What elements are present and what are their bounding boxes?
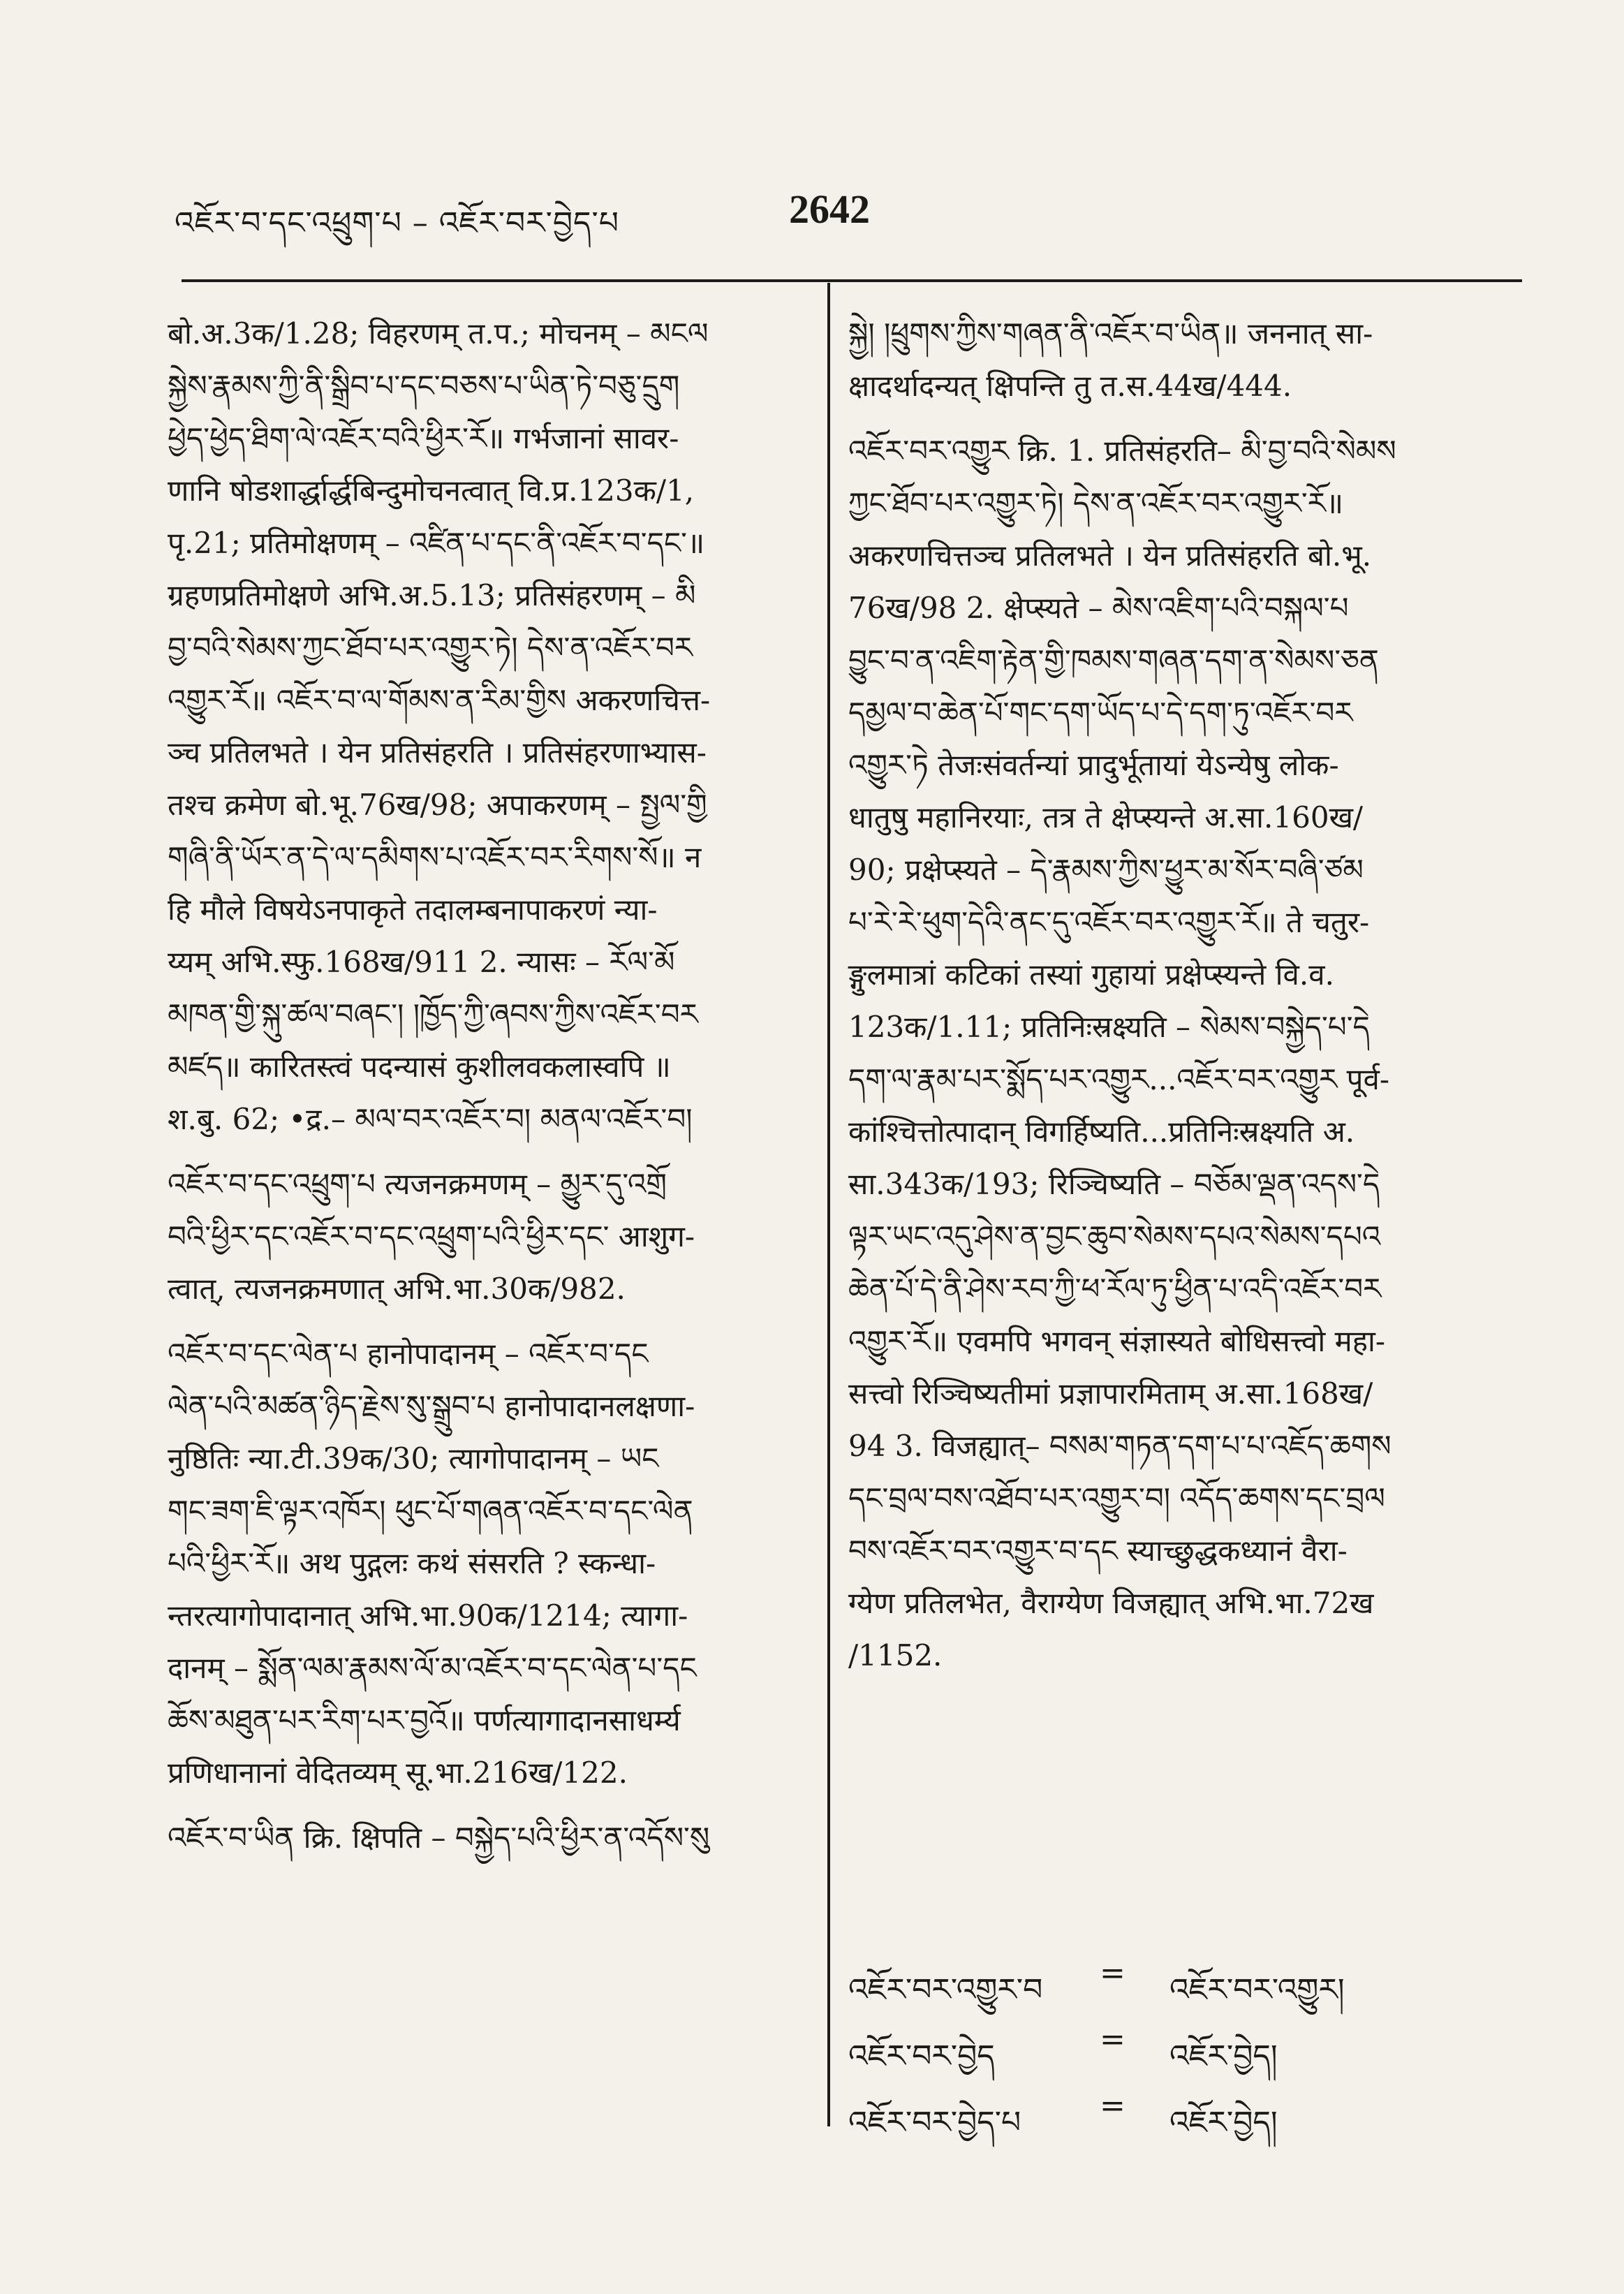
text-line: कांश्चित्तोत्पादान् विगर्हिष्यति...प्रतिनिःस्रक्ष्यति अ. [848, 1115, 1355, 1149]
text-line: མཁན་གྱི་སྐུ་ཚལ་བཞང་། །ཁྱོད་ཀྱི་ཞབས་ཀྱིས་འཇོར་བར [168, 997, 698, 1031]
text-line: འགྱུར་ཏེ तेजःसंवर्तन्यां प्रादुर्भूतायां येऽन्येषु लोक- [848, 748, 1339, 782]
left-column [168, 307, 810, 1864]
equivalence-target: འཇོར་བྱེད། [1169, 2105, 1278, 2140]
text-line: 90; प्रक्षेप्स्यते – དེ་རྣམས་ཀྱིས་ཕྱུར་མ་སོར་བཞི་ཙམ [848, 853, 1364, 887]
text-line: ञ्च प्रतिलभते । येन प्रतिसंहरति । प्रतिसंहरणाभ्यास- [168, 735, 707, 770]
text-line: य्यम् अभि.स्फु.168ख/911 2. न्यासः – རོལ་མོ [168, 945, 675, 979]
text-line: 123क/1.11; प्रतिनिःस्रक्ष्यति – སེམས་བསྐྱེད་པ་དེ [848, 1010, 1370, 1044]
text-line: श.बु. 62; •द्र.– མལ་བར་འཇོར་བ། མནལ་འཇོར་བ། [168, 1102, 693, 1136]
text-line: འཇོར་བ་དང་ལེན་པ हानोपादानम् – འཇོར་བ་དང [168, 1337, 649, 1371]
right-column [848, 307, 1505, 1682]
text-line: འཇོར་བར་འགྱུར क्रि. 1. प्रतिसंहरति– མི་བྱ་བའི་སེམས [848, 434, 1396, 468]
equivalence-term: འཇོར་བར་བྱེད [848, 2038, 995, 2074]
text-line: णानि षोडशार्द्धार्द्धबिन्दुमोचनत्वात् वि.प्र.123क/1, [168, 473, 695, 508]
text-line: /1152. [848, 1638, 943, 1672]
text-line: ग्येण प्रतिलभेत, वैराग्येण विजह्यात् अभि.भा.72ख [848, 1586, 1374, 1620]
text-line: དག་ལ་རྣམ་པར་སྨོད་པར་འགྱུར...འཇོར་བར་འགྱུར पूर्व- [848, 1062, 1390, 1096]
equivalence-row [848, 2022, 1505, 2088]
text-line: 94 3. विजह्यात्– བསམ་གཏན་དག་པ་པ་འཇོད་ཆགས [848, 1429, 1392, 1463]
text-line: པ་རེ་རེ་ཕུག་དེའི་ནང་དུ་འཇོར་བར་འགྱུར་རོ॥ ते चतुर- [848, 905, 1370, 939]
text-line: ཆེན་པོ་དེ་ནི་ཤེས་རབ་ཀྱི་ཕ་རོལ་ཏུ་ཕྱིན་པ་འདི་འཇོར་བར [848, 1272, 1382, 1306]
text-line: ཀྱང་ཐོབ་པར་འགྱུར་ཏེ། དེས་ན་འཇོར་བར་འགྱུར་རོ॥ [848, 486, 1344, 520]
text-line: ཆོས་མཐུན་པར་རིག་པར་བྱའོ॥ पर्णत्यागादानसाधर्म्य [168, 1703, 681, 1737]
equivalence-term: འཇོར་བར་འགྱུར་བ [848, 1972, 1043, 2008]
header-rule [182, 279, 1522, 282]
equals-sign: = [1100, 2022, 1125, 2057]
text-line: नुष्ठितिः न्या.टी.39क/30; त्यागोपादानम् – ཡང [168, 1441, 659, 1476]
text-line: 76ख/98 2. क्षेप्स्यते – མེས་འཇིག་པའི་བསྐལ་པ [848, 591, 1349, 625]
equals-sign: = [1100, 2088, 1125, 2124]
page-number: 2642 [789, 186, 870, 232]
text-line: अकरणचित्तञ्च प्रतिलभते । येन प्रतिसंहरति बो.भू. [848, 538, 1372, 573]
text-line: གཞི་ནི་ཡོར་ན་དེ་ལ་དམིགས་པ་འཇོར་བར་རིགས་སོ॥ न [168, 840, 702, 874]
text-line: བྱུང་བ་ན་འཇིག་རྟེན་གྱི་ཁམས་གཞན་དག་ན་སེམས་ཅན [848, 643, 1379, 677]
text-line: त्वात्, त्यजनक्रमणात् अभि.भा.30क/982. [168, 1272, 626, 1306]
text-line: བའི་ཕྱིར་དང་འཇོར་བ་དང་འཕྲུག་པའི་ཕྱིར་དང་ आशुग- [168, 1219, 695, 1253]
text-line: པའི་ཕྱིར་རོ॥ अथ पुद्गलः कथं संसरति ? स्कन्धा- [168, 1546, 656, 1580]
page-header [175, 186, 1152, 244]
text-line: འགྱུར་རོ॥ एवमपि भगवन् संज्ञास्यते बोधिसत्त्वो महा- [848, 1324, 1386, 1358]
entry-gap [168, 1315, 810, 1328]
text-line: हि मौले विषयेऽनपाकृते तदालम्बनापाकरणं न्या- [168, 892, 658, 927]
header-entry-range: འཇོར་བ་དང་འཕྲུག་པ – འཇོར་བར་བྱེད་པ [175, 205, 619, 241]
text-line: སྐྱེ། །ཕྲུགས་ཀྱིས་གཞན་ནི་འཇོར་བ་ཡིན॥ जननात् सा- [848, 316, 1373, 351]
equivalence-row [848, 1955, 1505, 2022]
text-line: दानम् – སྨོན་ལམ་རྣམས་ལོ་མ་འཇོར་བ་དང་ལེན་པ་དང [168, 1651, 697, 1685]
text-line: ལེན་པའི་མཚན་ཉིད་རྗེས་སུ་སྒྲུབ་པ हानोपादानलक्षणा- [168, 1389, 695, 1423]
text-line: न्तरत्यागोपादानात् अभि.भा.90क/1214; त्यागा- [168, 1598, 688, 1633]
text-line: འཇོར་བ་དང་འཕྲུག་པ त्यजनक्रमणम् – མྱུར་དུ་འགྲོ [168, 1167, 667, 1201]
equals-sign: = [1100, 1955, 1125, 1991]
text-line: ङ्गुलमात्रां कटिकां तस्यां गुहायां प्रक्षेप्स्यन्ते वि.व. [848, 957, 1334, 992]
text-line: འགྱུར་རོ॥ འཇོར་བ་ལ་གོམས་ན་རིམ་གྱིས अकरणचित्त- [168, 683, 711, 717]
text-line: དང་བྲལ་བས་འཐོབ་པར་འགྱུར་བ། འདོད་ཆགས་དང་བྲལ [848, 1481, 1385, 1515]
text-line: འཇོར་བ་ཡིན क्रि. क्षिपति – བསྐྱེད་པའི་ཕྱིར་ན་འདོས་སུ [168, 1821, 710, 1855]
text-line: सत्त्वो रिञ्चिष्यतीमां प्रज्ञापारमिताम् अ.सा.168ख/ [848, 1376, 1373, 1411]
text-line: बो.अ.3क/1.28; विहरणम् त.प.; मोचनम् – མངལ [168, 316, 709, 351]
equivalence-target: འཇོར་བྱེད། [1169, 2038, 1278, 2074]
entry-gap [168, 1145, 810, 1158]
equivalence-row [848, 2088, 1505, 2154]
equivalence-list [848, 1955, 1505, 2154]
text-line: क्षादर्थादन्यत् क्षिपन्ति तु त.स.44ख/444. [848, 369, 1292, 403]
text-line: དམྱལ་བ་ཆེན་པོ་གང་དག་ཡོད་པ་དེ་དག་ཏུ་འཇོར་བར [848, 696, 1353, 730]
text-line: གང་ཟག་ཇི་ལྟར་འཁོར། ཕུང་པོ་གཞན་འཇོར་བ་དང་ལེན [168, 1494, 693, 1528]
entry-gap [848, 412, 1505, 425]
text-line: पृ.21; प्रतिमोक्षणम् – འཛིན་པ་དང་ནི་འཇོར་བ་དང་॥ [168, 526, 705, 560]
entry-gap [168, 1799, 810, 1811]
text-line: བས་འཇོར་བར་འགྱུར་བ་དང स्याच्छुद्धकध्यानं वैरा- [848, 1534, 1348, 1568]
text-line: ཕྱེད་ཕྱེད་ཐིག་ལེ་འཇོར་བའི་ཕྱིར་རོ॥ गर्भजानां सावर- [168, 421, 679, 455]
text-line: तश्च क्रमेण बो.भू.76ख/98; अपाकरणम् – སྤྱལ་གྱི [168, 788, 707, 822]
text-line: བྱ་བའི་སེམས་ཀྱང་ཐོབ་པར་འགྱུར་ཏེ། དེས་ན་འཇོར་བར [168, 631, 693, 665]
text-line: མཛད॥ कारितस्त्वं पदन्यासं कुशीलवकलास्वपि ॥ [168, 1050, 671, 1084]
text-line: सा.343क/193; रिञ्चिष्यति – བཅོམ་ལྡན་འདས་དེ [848, 1167, 1380, 1201]
text-line: प्रणिधानानां वेदितव्यम् सू.भा.216ख/122. [168, 1756, 628, 1790]
column-divider [827, 283, 830, 2126]
text-line: སྐྱེས་རྣམས་ཀྱི་ནི་སྒྲིབ་པ་དང་བཅས་པ་ཡིན་ཏེ་བཅུ་དྲུག [168, 369, 680, 403]
equivalence-target: འཇོར་བར་འགྱུར། [1169, 1972, 1345, 2008]
equivalence-term: འཇོར་བར་བྱེད་པ [848, 2105, 1021, 2140]
text-line: धातुषु महानिरयाः, तत्र ते क्षेप्स्यन्ते अ.सा.160ख/ [848, 800, 1364, 834]
text-line: ལྟར་ཡང་འདུ་ཤེས་ན་བྱང་ཆུབ་སེམས་དཔའ་སེམས་དཔའ [848, 1219, 1381, 1253]
text-line: ग्रहणप्रतिमोक्षणे अभि.अ.5.13; प्रतिसंहरणम् – མི [168, 578, 696, 612]
